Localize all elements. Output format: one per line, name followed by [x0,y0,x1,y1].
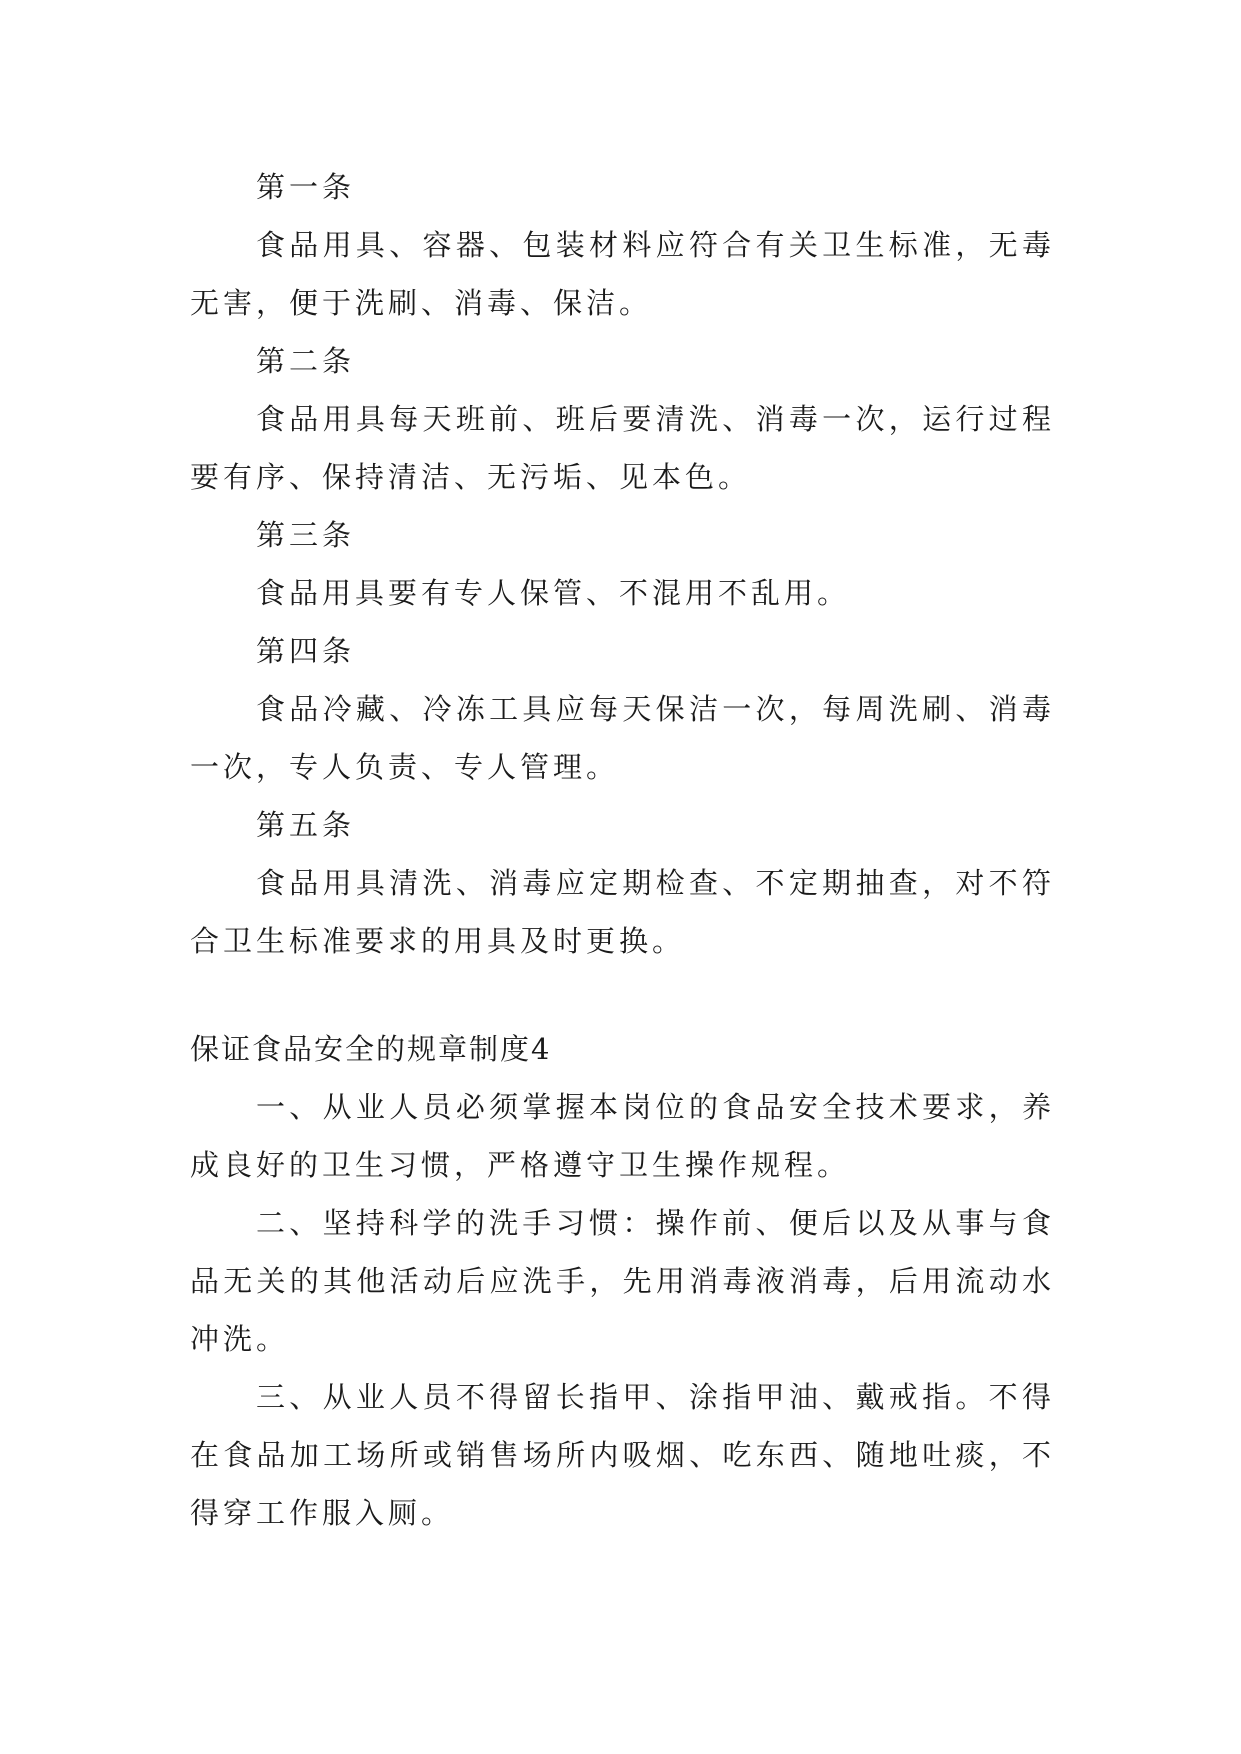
rule-paragraph: 一、从业人员必须掌握本岗位的食品安全技术要求，养成良好的卫生习惯，严格遵守卫生操作规程。 [190,1090,1055,1182]
article-title: 第三条 [256,518,356,552]
article-body: 食品用具要有专人保管、不混用不乱用。 [256,576,851,610]
article-title: 第四条 [256,634,356,668]
article-body: 食品用具每天班前、班后要清洗、消毒一次，运行过程要有序、保持清洁、无污垢、见本色。 [190,402,1055,494]
article-title: 第五条 [256,808,356,842]
document-body [190,158,1055,1542]
article-title: 第一条 [256,170,356,204]
article-title: 第二条 [256,344,356,378]
article-body: 食品用具清洗、消毒应定期检查、不定期抽查，对不符合卫生标准要求的用具及时更换。 [190,866,1055,958]
rule-paragraph: 二、坚持科学的洗手习惯：操作前、便后以及从事与食品无关的其他活动后应洗手，先用消毒液消毒，后用流动水冲洗。 [190,1206,1055,1356]
article-body: 食品用具、容器、包装材料应符合有关卫生标准，无毒无害，便于洗刷、消毒、保洁。 [190,228,1055,320]
rule-paragraph: 三、从业人员不得留长指甲、涂指甲油、戴戒指。不得在食品加工场所或销售场所内吸烟、吃东西、随地吐痰，不得穿工作服入厕。 [190,1380,1055,1530]
section-heading: 保证食品安全的规章制度4 [190,1032,552,1066]
article-body: 食品冷藏、冷冻工具应每天保洁一次，每周洗刷、消毒一次，专人负责、专人管理。 [190,692,1055,784]
